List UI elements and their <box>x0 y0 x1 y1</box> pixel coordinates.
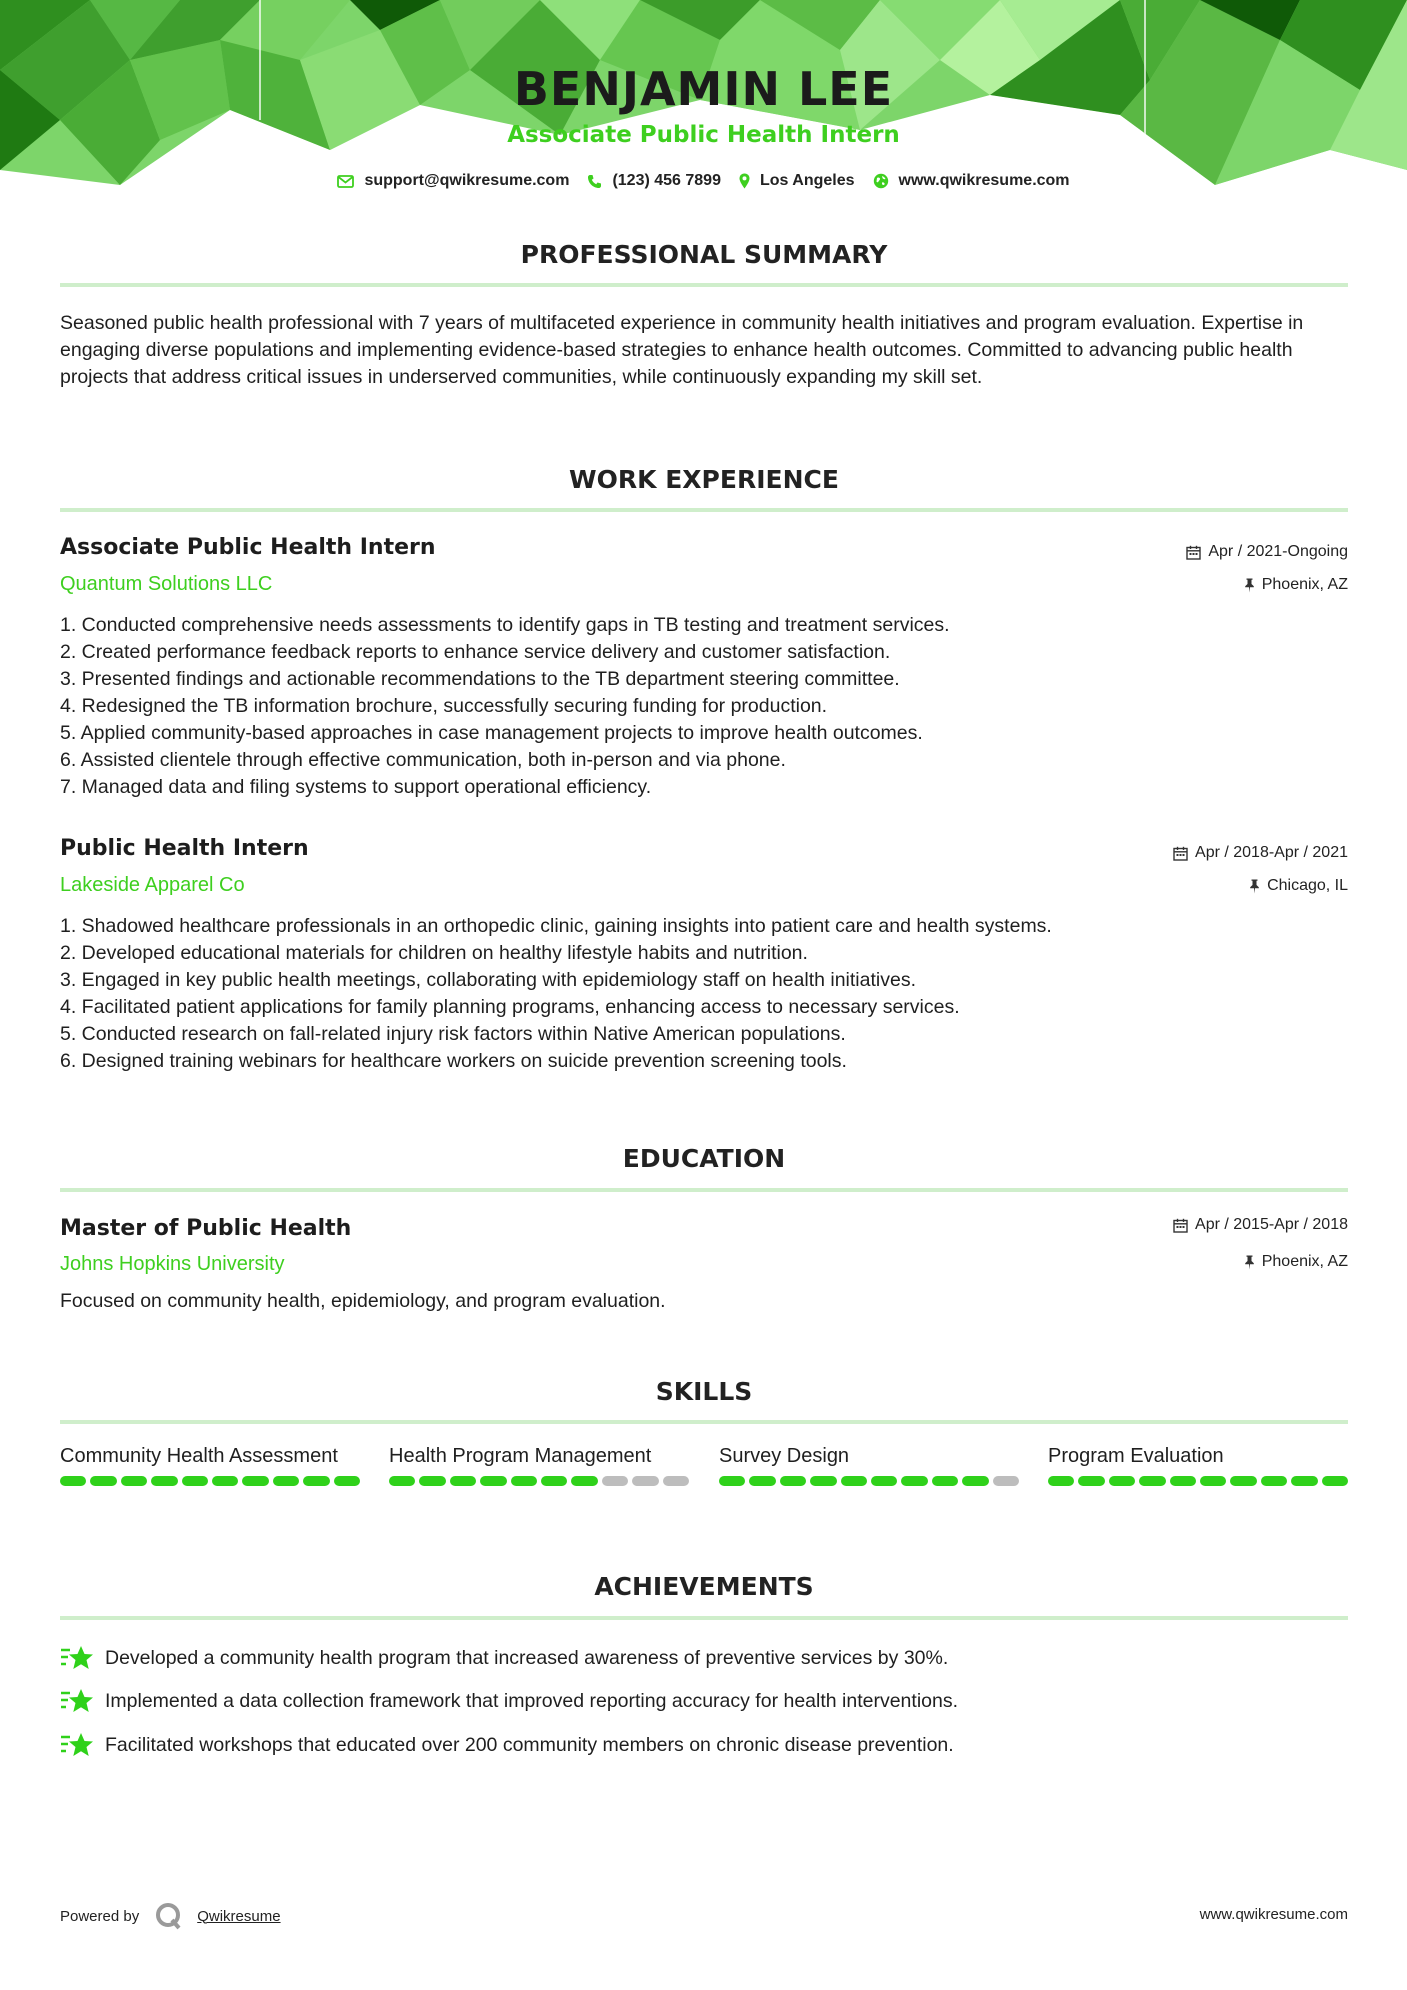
job-company: Lakeside Apparel Co <box>60 874 245 896</box>
skill-segment-filled <box>749 1476 775 1486</box>
email-text: support@qwikresume.com <box>364 172 570 189</box>
skill-segment-filled <box>480 1476 506 1486</box>
education-location <box>1244 1253 1348 1271</box>
skill-segment-filled <box>212 1476 238 1486</box>
achievement-text: Implemented a data collection framework that improved reporting accuracy for health interventions. <box>105 1689 959 1712</box>
globe-icon <box>873 173 889 189</box>
skill-segment-filled <box>1109 1476 1135 1486</box>
skill-segment-filled <box>841 1476 867 1486</box>
skill-segment-filled <box>1291 1476 1317 1486</box>
job-dates <box>1173 844 1348 862</box>
list-item: 1. Conducted comprehensive needs assessments to identify gaps in TB testing and treatment services. <box>60 614 950 636</box>
star-award-icon <box>60 1644 95 1672</box>
education-divider <box>60 1188 1348 1192</box>
skill-item <box>1048 1443 1348 1486</box>
achievement-item <box>60 1731 954 1759</box>
school-name: Johns Hopkins University <box>60 1253 285 1275</box>
skill-segment-filled <box>121 1476 147 1486</box>
skill-segment-filled <box>962 1476 988 1486</box>
education-heading: EDUCATION <box>622 1144 786 1173</box>
skill-segment-filled <box>871 1476 897 1486</box>
job-title: Public Health Intern <box>60 836 309 861</box>
degree-title: Master of Public Health <box>60 1216 352 1241</box>
contact-location <box>739 172 855 190</box>
summary-heading: PROFESSIONAL SUMMARY <box>520 240 888 269</box>
job-duties-list <box>60 913 1348 1075</box>
footer-powered-by <box>60 1902 281 1930</box>
list-item: 6. Designed training webinars for healthcare workers on suicide prevention screening tools. <box>60 1050 847 1072</box>
skill-segment-filled <box>1261 1476 1287 1486</box>
contact-phone[interactable] <box>587 172 721 190</box>
achievement-text: Developed a community health program that increased awareness of preventive services by 30%. <box>105 1646 949 1669</box>
location-text: Los Angeles <box>759 172 855 189</box>
job-location-text: Phoenix, AZ <box>1261 576 1348 593</box>
summary-divider <box>60 283 1348 287</box>
job-company: Quantum Solutions LLC <box>60 573 273 595</box>
skill-segment-filled <box>303 1476 329 1486</box>
achievement-item <box>60 1644 948 1672</box>
skill-segment-filled <box>273 1476 299 1486</box>
calendar-icon <box>1173 1218 1188 1233</box>
phone-icon <box>587 174 602 189</box>
contact-website[interactable] <box>873 172 1070 190</box>
job-dates-text: Apr / 2018-Apr / 2021 <box>1195 844 1348 861</box>
achievement-item <box>60 1687 958 1715</box>
skill-name: Survey Design <box>719 1445 850 1467</box>
skill-segment-filled <box>901 1476 927 1486</box>
skill-segment-empty <box>993 1476 1019 1486</box>
achievements-divider <box>60 1616 1348 1620</box>
skill-segment-filled <box>1048 1476 1074 1486</box>
list-item: 4. Facilitated patient applications for family planning programs, enhancing access to necessary services. <box>60 996 960 1018</box>
skill-segment-filled <box>334 1476 360 1486</box>
skill-segment-filled <box>60 1476 86 1486</box>
skill-item <box>389 1443 689 1486</box>
list-item: 4. Redesigned the TB information brochure, successfully securing funding for production. <box>60 695 828 717</box>
skill-segment-filled <box>182 1476 208 1486</box>
skill-level-bar <box>389 1476 689 1486</box>
phone-text: (123) 456 7899 <box>612 172 721 189</box>
pushpin-icon <box>1244 578 1255 593</box>
qwikresume-logo-icon <box>155 1902 183 1930</box>
list-item: 2. Developed educational materials for children on healthy lifestyle habits and nutrition. <box>60 942 808 964</box>
job-location <box>1244 576 1348 594</box>
list-item: 6. Assisted clientele through effective communication, both in-person and via phone. <box>60 749 786 771</box>
skill-segment-filled <box>419 1476 445 1486</box>
star-award-icon <box>60 1731 95 1759</box>
skill-segment-filled <box>1322 1476 1348 1486</box>
achievements-heading: ACHIEVEMENTS <box>594 1572 814 1601</box>
skill-name: Community Health Assessment <box>60 1445 338 1467</box>
skill-segment-filled <box>1170 1476 1196 1486</box>
education-dates <box>1173 1216 1348 1234</box>
skill-segment-filled <box>810 1476 836 1486</box>
skill-item <box>719 1443 1019 1486</box>
skill-name: Program Evaluation <box>1048 1445 1224 1467</box>
education-description: Focused on community health, epidemiology, and program evaluation. <box>60 1290 666 1312</box>
skill-segment-empty <box>632 1476 658 1486</box>
skill-segment-filled <box>90 1476 116 1486</box>
skill-segment-filled <box>1200 1476 1226 1486</box>
contact-email[interactable] <box>337 172 569 190</box>
job-dates <box>1186 543 1348 561</box>
skill-segment-filled <box>932 1476 958 1486</box>
skill-segment-filled <box>389 1476 415 1486</box>
skill-name: Health Program Management <box>389 1445 652 1467</box>
list-item: 1. Shadowed healthcare professionals in an orthopedic clinic, gaining insights into patient care and health systems. <box>60 915 1052 937</box>
qwikresume-link[interactable]: Qwikresume <box>197 1907 281 1925</box>
job-location-text: Chicago, IL <box>1267 877 1348 894</box>
job-title: Associate Public Health Intern <box>60 535 436 560</box>
job-duties-list <box>60 612 1348 801</box>
footer-website[interactable]: www.qwikresume.com <box>1199 1906 1348 1923</box>
skill-segment-empty <box>602 1476 628 1486</box>
summary-text: Seasoned public health professional with 7 years of multifaceted experience in community health initiatives and program evaluation. Expertise in engaging diverse populations and implementing evidence-based strategies to enhance health outcomes. Committed to advancing public health projects that address critical issues in underserved communities, while continuously expanding my skill set. <box>60 312 1304 388</box>
skills-heading: SKILLS <box>655 1377 753 1406</box>
education-dates-text: Apr / 2015-Apr / 2018 <box>1195 1216 1348 1233</box>
list-item: 5. Applied community-based approaches in case management projects to improve health outcomes. <box>60 722 923 744</box>
skill-segment-filled <box>1139 1476 1165 1486</box>
list-item: 3. Engaged in key public health meetings, collaborating with epidemiology staff on health initiatives. <box>60 969 917 991</box>
skill-level-bar <box>719 1476 1019 1486</box>
list-item: 7. Managed data and filing systems to support operational efficiency. <box>60 776 652 798</box>
experience-heading: WORK EXPERIENCE <box>569 465 839 494</box>
skill-segment-filled <box>719 1476 745 1486</box>
achievement-text: Facilitated workshops that educated over 200 community members on chronic disease prevention. <box>105 1733 954 1756</box>
skill-segment-filled <box>541 1476 567 1486</box>
job-dates-text: Apr / 2021-Ongoing <box>1208 543 1348 560</box>
calendar-icon <box>1186 545 1201 560</box>
skills-divider <box>60 1420 1348 1424</box>
skill-segment-filled <box>1078 1476 1104 1486</box>
skill-level-bar <box>1048 1476 1348 1486</box>
skill-segment-filled <box>780 1476 806 1486</box>
contact-bar <box>0 172 1407 190</box>
experience-divider <box>60 508 1348 512</box>
pushpin-icon <box>1249 879 1260 894</box>
skill-segment-filled <box>1230 1476 1256 1486</box>
map-pin-icon <box>739 173 750 189</box>
list-item: 3. Presented findings and actionable recommendations to the TB department steering committee. <box>60 668 900 690</box>
skill-item <box>60 1443 360 1486</box>
list-item: 2. Created performance feedback reports to enhance service delivery and customer satisfaction. <box>60 641 891 663</box>
skill-segment-filled <box>242 1476 268 1486</box>
skill-segment-filled <box>450 1476 476 1486</box>
job-location <box>1249 877 1348 895</box>
skill-segment-filled <box>571 1476 597 1486</box>
skill-segment-filled <box>511 1476 537 1486</box>
powered-by-label: Powered by <box>60 1907 140 1925</box>
skill-level-bar <box>60 1476 360 1486</box>
candidate-role: Associate Public Health Intern <box>507 122 900 148</box>
education-location-text: Phoenix, AZ <box>1261 1253 1348 1270</box>
pushpin-icon <box>1244 1255 1255 1270</box>
calendar-icon <box>1173 846 1188 861</box>
website-text: www.qwikresume.com <box>898 172 1070 189</box>
list-item: 5. Conducted research on fall-related injury risk factors within Native American populations. <box>60 1023 846 1045</box>
star-award-icon <box>60 1687 95 1715</box>
candidate-name: BENJAMIN LEE <box>513 62 894 116</box>
skill-segment-filled <box>151 1476 177 1486</box>
skill-segment-empty <box>663 1476 689 1486</box>
envelope-icon <box>337 175 354 188</box>
